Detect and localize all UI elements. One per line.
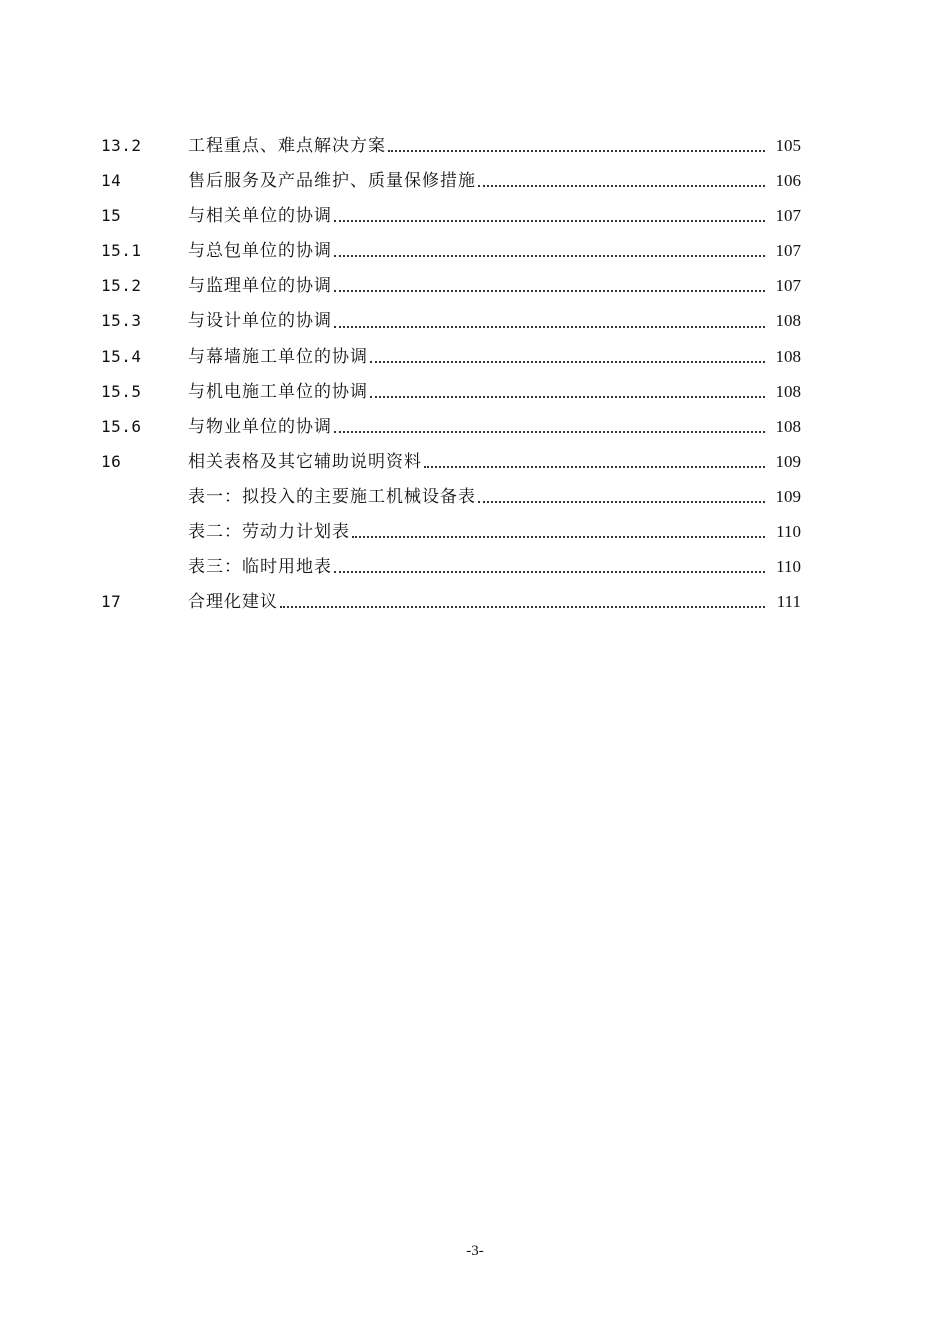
- toc-dot-leader: [370, 395, 765, 398]
- toc-entry-page: 109: [775, 451, 801, 471]
- toc-entry-title: 与相关单位的协调: [188, 206, 332, 227]
- toc-entry-page: 106: [775, 171, 801, 191]
- toc-entry-number: 15.3: [101, 311, 142, 331]
- toc-dot-leader: [280, 605, 765, 608]
- toc-entry-title: 相关表格及其它辅助说明资料: [188, 451, 422, 472]
- toc-entry-number: 15.4: [101, 346, 142, 366]
- toc-dot-leader: [388, 149, 765, 152]
- toc-entry-title: 与监理单位的协调: [188, 276, 332, 297]
- toc-entry-number: 17: [101, 592, 122, 612]
- toc-entry-page: 111: [776, 592, 801, 612]
- toc-entry[interactable]: [101, 233, 801, 268]
- toc-dot-leader: [334, 219, 765, 222]
- toc-entry-number: 15.6: [101, 416, 142, 436]
- toc-entry[interactable]: [101, 374, 801, 409]
- toc-entry[interactable]: [101, 268, 801, 303]
- toc-dot-leader: [478, 184, 765, 187]
- toc-entry[interactable]: [101, 128, 801, 163]
- toc-dot-leader: [352, 535, 765, 538]
- toc-entry-page: 107: [775, 276, 801, 296]
- toc-entry-number: 13.2: [101, 136, 142, 155]
- toc-dot-leader: [334, 570, 765, 573]
- toc-entry-title: 与物业单位的协调: [188, 416, 332, 437]
- toc-dot-leader: [334, 430, 765, 433]
- toc-entry-page: 107: [775, 241, 801, 261]
- toc-entry[interactable]: [101, 339, 801, 374]
- toc-dot-leader: [424, 465, 765, 468]
- toc-entry-page: 109: [775, 486, 801, 506]
- toc-dot-leader: [334, 325, 765, 328]
- toc-entry-title: 表三：临时用地表: [188, 557, 332, 578]
- toc-entry-title: 表二：劳动力计划表: [188, 522, 350, 543]
- toc-entry-number: 14: [101, 171, 122, 191]
- toc-entry-page: 108: [775, 311, 801, 331]
- toc-entry[interactable]: [101, 198, 801, 233]
- toc-entry-page: 108: [775, 416, 801, 436]
- toc-entry[interactable]: [101, 409, 801, 444]
- toc-entry[interactable]: [101, 303, 801, 338]
- toc-entry[interactable]: [101, 584, 801, 619]
- toc-dot-leader: [478, 500, 765, 503]
- toc-entry-page: 110: [776, 522, 801, 542]
- toc-entry-title: 与设计单位的协调: [188, 311, 332, 332]
- toc-entry[interactable]: [101, 514, 801, 549]
- toc-entry-title: 与幕墙施工单位的协调: [188, 346, 368, 367]
- toc-dot-leader: [334, 289, 765, 292]
- toc-entry[interactable]: [101, 549, 801, 584]
- toc-dot-leader: [334, 254, 765, 257]
- toc-entry-page: 108: [775, 381, 801, 401]
- toc-entry[interactable]: [101, 444, 801, 479]
- toc-entry-page: 108: [775, 346, 801, 366]
- toc-dot-leader: [370, 360, 765, 363]
- toc-entry-page: 110: [776, 557, 801, 577]
- toc-entry[interactable]: [101, 479, 801, 514]
- toc-entry[interactable]: [101, 163, 801, 198]
- toc-entry-title: 与机电施工单位的协调: [188, 381, 368, 402]
- page-number: -3-: [466, 1243, 484, 1259]
- toc-entry-title: 与总包单位的协调: [188, 241, 332, 262]
- toc-entry-number: 15: [101, 206, 122, 226]
- toc-entry-number: 15.5: [101, 381, 142, 401]
- toc-entry-page: 105: [775, 136, 801, 155]
- toc-entry-number: 16: [101, 451, 122, 471]
- toc-entry-title: 工程重点、难点解决方案: [188, 136, 386, 156]
- toc-entry-number: 15.2: [101, 276, 142, 296]
- toc-entry-title: 售后服务及产品维护、质量保修措施: [188, 171, 476, 192]
- toc-entry-title: 表一：拟投入的主要施工机械设备表: [188, 486, 476, 507]
- toc-entry-title: 合理化建议: [188, 592, 278, 613]
- toc-entry-number: 15.1: [101, 241, 142, 261]
- toc-entry-page: 107: [775, 206, 801, 226]
- table-of-contents: [101, 128, 801, 619]
